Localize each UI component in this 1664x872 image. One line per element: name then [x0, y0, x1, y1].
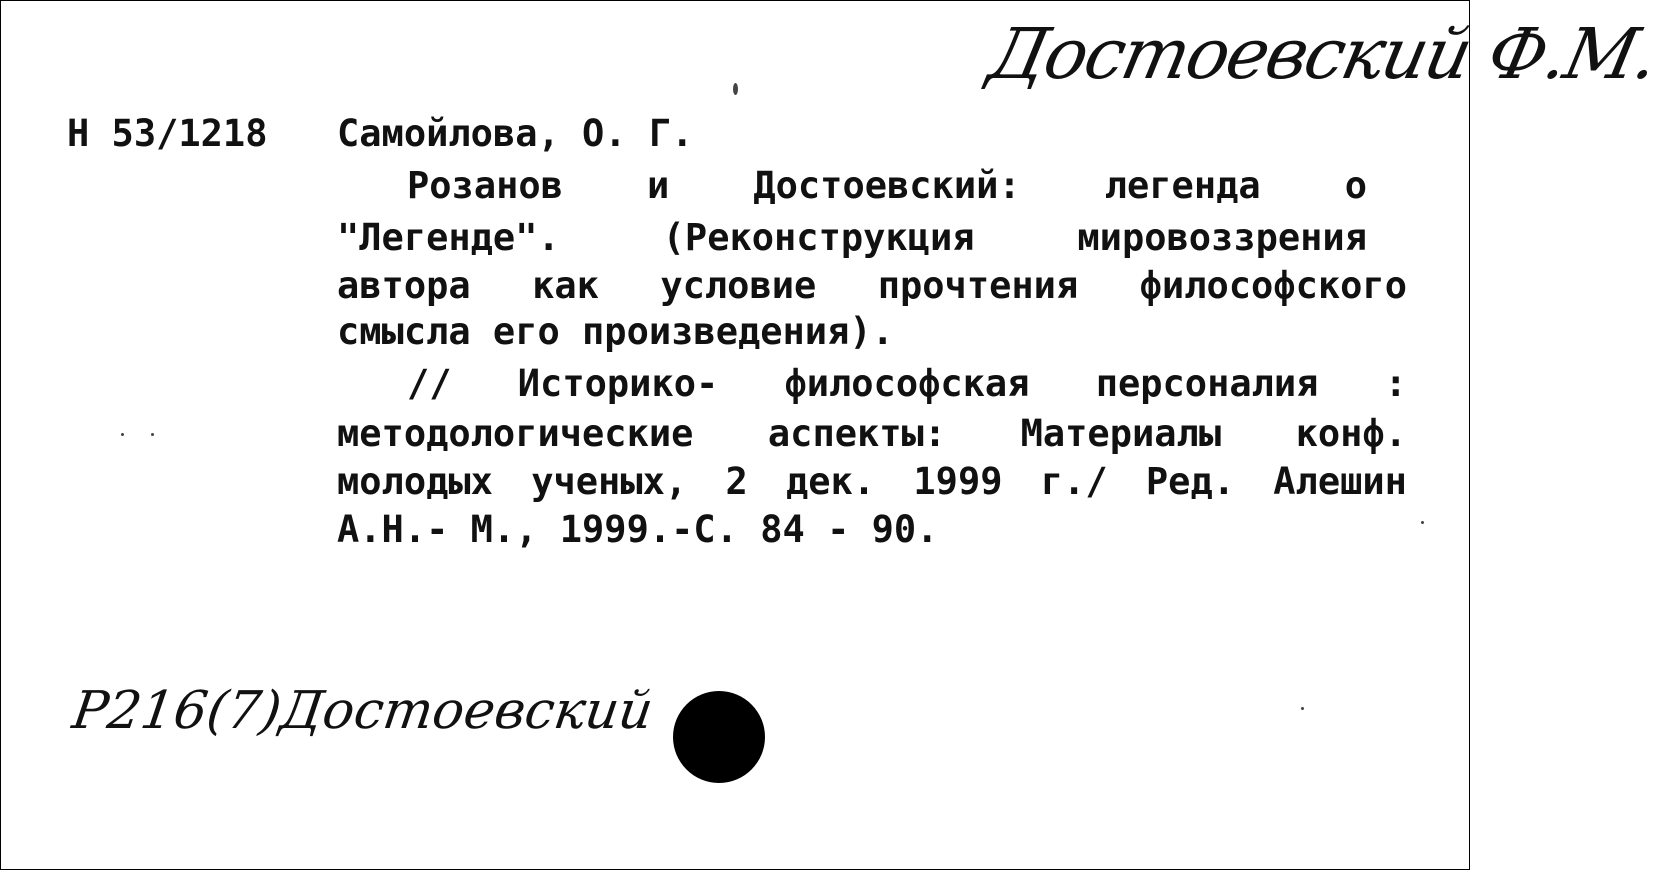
word: легенда	[1104, 164, 1261, 207]
speck	[733, 83, 738, 95]
line-3	[337, 264, 1407, 307]
word: аспекты:	[767, 412, 947, 455]
word: :	[1384, 362, 1407, 405]
word: "Легенде".	[337, 216, 560, 259]
line-1	[407, 164, 1367, 207]
word: персоналия	[1095, 362, 1319, 405]
line-6	[337, 412, 1407, 455]
word: Ред.	[1145, 460, 1235, 503]
word: 2	[725, 460, 748, 503]
shelf-mark: Н 53/1218	[67, 112, 268, 155]
author-name: Самойлова, О. Г.	[337, 112, 694, 155]
word: конф.	[1295, 412, 1407, 455]
word: философская	[784, 362, 1030, 405]
speck	[121, 433, 124, 436]
word: автора	[337, 264, 471, 307]
word: условие	[660, 264, 817, 307]
word: 1999	[913, 460, 1003, 503]
word: Историко-	[517, 362, 719, 405]
word: Материалы	[1020, 412, 1222, 455]
word: о	[1344, 164, 1367, 207]
word: Достоевский:	[753, 164, 1021, 207]
line-8: А.Н.- М., 1999.-С. 84 - 90.	[337, 508, 939, 551]
word: //	[407, 362, 452, 405]
word: как	[532, 264, 599, 307]
word: методологические	[337, 412, 694, 455]
classification-handwritten: Р216(7)Достоевский	[68, 681, 657, 741]
word: философского	[1139, 264, 1407, 307]
word: г./	[1040, 460, 1108, 503]
line-7	[337, 460, 1407, 503]
line-5	[407, 362, 1407, 405]
speck	[1301, 707, 1304, 710]
speck	[1421, 521, 1424, 524]
handwritten-heading: Достоевский Ф.М.	[982, 13, 1664, 95]
word: прочтения	[877, 264, 1079, 307]
word: дек.	[786, 460, 876, 503]
word: ученых,	[531, 460, 688, 503]
word: (Реконструкция	[662, 216, 975, 259]
word: и	[647, 164, 670, 207]
word: мировоззрения	[1077, 216, 1367, 259]
line-2	[337, 216, 1367, 259]
word: молодых	[337, 460, 493, 503]
word: Розанов	[407, 164, 563, 207]
speck	[151, 433, 154, 436]
punch-hole	[673, 691, 765, 783]
line-4: смысла его произведения).	[337, 310, 894, 353]
word: Алешин	[1273, 460, 1407, 503]
